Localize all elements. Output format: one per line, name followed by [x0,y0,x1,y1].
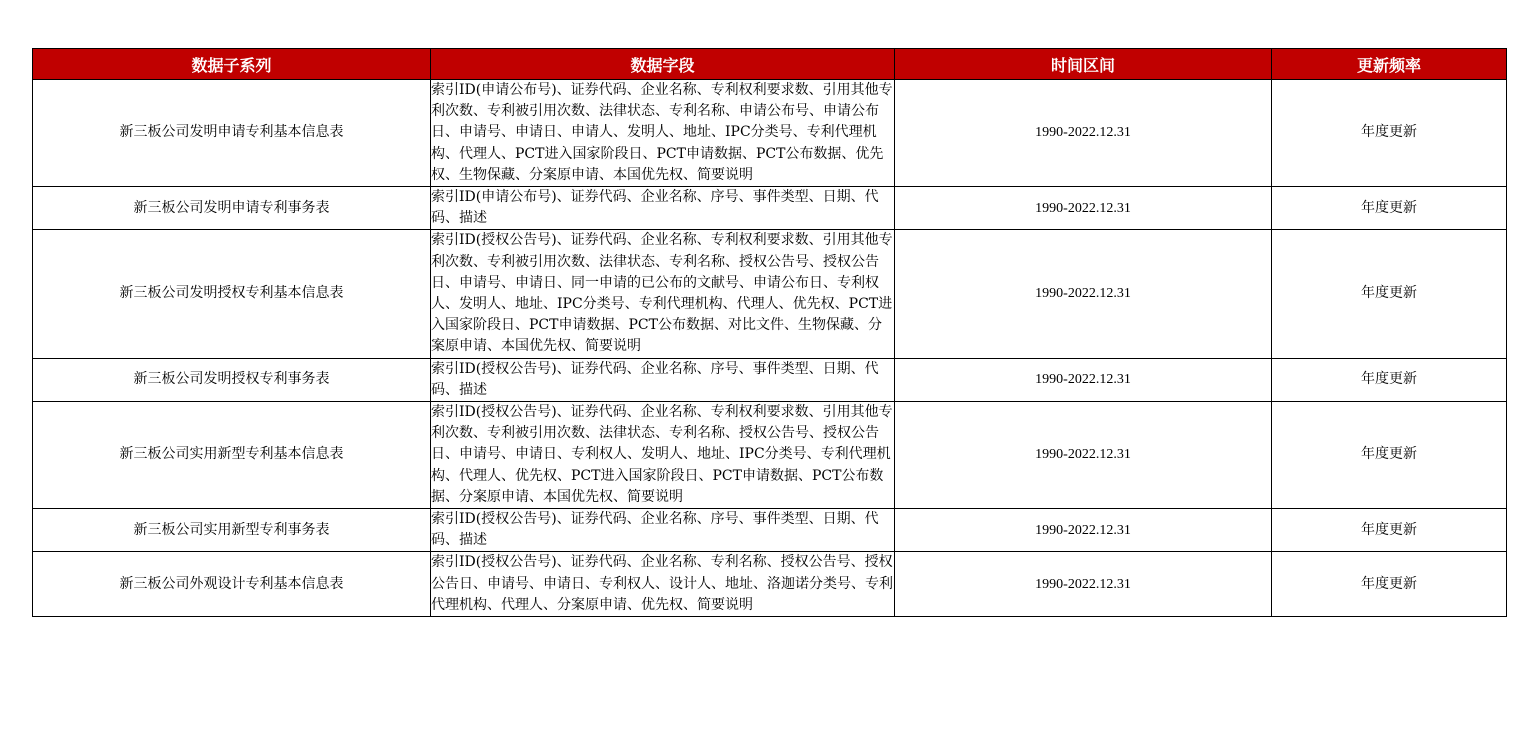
table-row [33,80,1507,187]
patent-data-table [32,48,1507,617]
cell-series[interactable]: 新三板公司实用新型专利事务表 [33,509,431,552]
cell-frequency[interactable]: 年度更新 [1272,187,1507,230]
header-fields[interactable]: 数据字段 [431,49,895,80]
table-row [33,230,1507,358]
cell-series[interactable]: 新三板公司发明授权专利基本信息表 [33,230,431,358]
cell-series[interactable]: 新三板公司发明授权专利事务表 [33,358,431,401]
cell-range[interactable]: 1990-2022.12.31 [895,552,1272,617]
cell-fields[interactable]: 索引ID(授权公告号)、证券代码、企业名称、序号、事件类型、日期、代码、描述 [431,358,895,401]
cell-range[interactable]: 1990-2022.12.31 [895,358,1272,401]
cell-frequency[interactable]: 年度更新 [1272,402,1507,509]
cell-fields[interactable]: 索引ID(申请公布号)、证券代码、企业名称、序号、事件类型、日期、代码、描述 [431,187,895,230]
table-row [33,509,1507,552]
header-frequency[interactable]: 更新频率 [1272,49,1507,80]
header-series[interactable]: 数据子系列 [33,49,431,80]
cell-series[interactable]: 新三板公司发明申请专利基本信息表 [33,80,431,187]
cell-fields[interactable]: 索引ID(授权公告号)、证券代码、企业名称、序号、事件类型、日期、代码、描述 [431,509,895,552]
header-range[interactable]: 时间区间 [895,49,1272,80]
spreadsheet-area [32,48,1506,617]
cell-fields[interactable]: 索引ID(授权公告号)、证券代码、企业名称、专利权利要求数、引用其他专利次数、专利被引用次数、法律状态、专利名称、授权公告号、授权公告日、申请号、申请日、专利权人、发明人、地址、IPC分类号、专利代理机构、代理人、优先权、PCT进入国家阶段日、PCT申请数据、PCT公布数据、分案原申请、本国优先权、简要说明 [431,402,895,509]
table-row [33,187,1507,230]
cell-range[interactable]: 1990-2022.12.31 [895,402,1272,509]
cell-series[interactable]: 新三板公司发明申请专利事务表 [33,187,431,230]
cell-series[interactable]: 新三板公司实用新型专利基本信息表 [33,402,431,509]
cell-fields[interactable]: 索引ID(授权公告号)、证券代码、企业名称、专利名称、授权公告号、授权公告日、申请号、申请日、专利权人、设计人、地址、洛迦诺分类号、专利代理机构、代理人、分案原申请、优先权、简要说明 [431,552,895,617]
cell-frequency[interactable]: 年度更新 [1272,552,1507,617]
cell-range[interactable]: 1990-2022.12.31 [895,509,1272,552]
cell-frequency[interactable]: 年度更新 [1272,80,1507,187]
cell-frequency[interactable]: 年度更新 [1272,230,1507,358]
header-row [33,49,1507,80]
table-row [33,402,1507,509]
table-row [33,552,1507,617]
table-row [33,358,1507,401]
cell-range[interactable]: 1990-2022.12.31 [895,187,1272,230]
cell-fields[interactable]: 索引ID(授权公告号)、证券代码、企业名称、专利权利要求数、引用其他专利次数、专利被引用次数、法律状态、专利名称、授权公告号、授权公告日、申请号、申请日、同一申请的已公布的文献号、申请公布日、专利权人、发明人、地址、IPC分类号、专利代理机构、代理人、优先权、PCT进入国家阶段日、PCT申请数据、PCT公布数据、对比文件、生物保藏、分案原申请、本国优先权、简要说明 [431,230,895,358]
cell-range[interactable]: 1990-2022.12.31 [895,230,1272,358]
cell-frequency[interactable]: 年度更新 [1272,358,1507,401]
cell-series[interactable]: 新三板公司外观设计专利基本信息表 [33,552,431,617]
cell-fields[interactable]: 索引ID(申请公布号)、证券代码、企业名称、专利权利要求数、引用其他专利次数、专利被引用次数、法律状态、专利名称、申请公布号、申请公布日、申请号、申请日、申请人、发明人、地址、IPC分类号、专利代理机构、代理人、PCT进入国家阶段日、PCT申请数据、PCT公布数据、优先权、生物保藏、分案原申请、本国优先权、简要说明 [431,80,895,187]
cell-range[interactable]: 1990-2022.12.31 [895,80,1272,187]
cell-frequency[interactable]: 年度更新 [1272,509,1507,552]
